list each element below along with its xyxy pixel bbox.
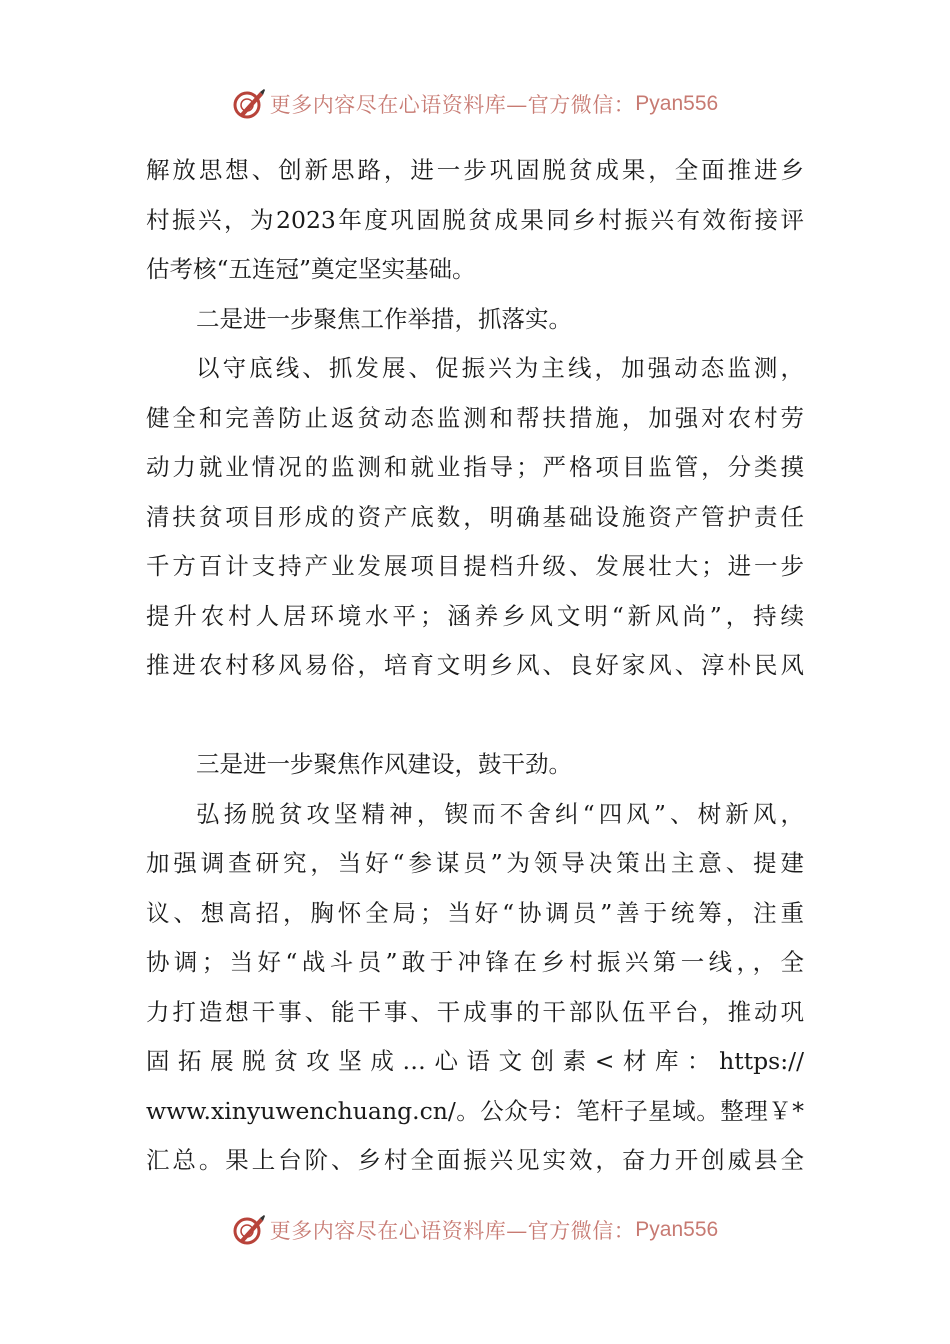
body-line: 提升农村人居环境水平；涵养乡风文明“新风尚”，持续: [146, 601, 804, 630]
body-line: 力打造想干事、能干事、干成事的干部队伍平台，推动巩: [146, 997, 804, 1026]
body-line: 动力就业情况的监测和就业指导；严格项目监管，分类摸: [146, 453, 804, 481]
body-line: 清扶贫项目形成的资产底数，明确基础设施资产管护责任: [146, 502, 804, 531]
document-body: [146, 146, 804, 1186]
blank-line: [146, 691, 804, 741]
body-line: 千方百计支持产业发展项目提档升级、发展壮大；进一步: [146, 552, 804, 580]
section-heading: 二是进一步聚焦工作举措，抓落实。: [196, 304, 572, 333]
pen-circle-logo-icon: [232, 87, 266, 121]
body-line: 估考核“五连冠”奠定坚实基础。: [146, 255, 476, 283]
body-line: 解放思想、创新思路，进一步巩固脱贫成果，全面推进乡: [146, 156, 804, 184]
banner-text: 更多内容尽在心语资料库—官方微信：: [269, 93, 636, 117]
section-heading: 三是进一步聚焦作风建设，鼓干劲。: [196, 750, 572, 778]
body-line: 汇总。果上台阶、乡村全面振兴见实效，奋力开创威县全: [146, 1146, 804, 1174]
banner-text: 更多内容尽在心语资料库—官方微信：: [269, 1219, 636, 1243]
body-line: 健全和完善防止返贫动态监测和帮扶措施，加强对农村劳: [146, 403, 804, 432]
body-line: 以守底线、抓发展、促振兴为主线，加强动态监测，: [196, 354, 804, 382]
wechat-id: Pyan556: [635, 92, 719, 115]
wechat-id: Pyan556: [635, 1218, 719, 1241]
body-line: 推进农村移风易俗，培育文明乡风、良好家风、淳朴民风: [146, 651, 804, 679]
body-line: 议、想高招，胸怀全局；当好“协调员”善于统筹，注重: [146, 898, 804, 927]
footer-banner: [0, 1210, 950, 1250]
body-line: 加强调查研究，当好“参谋员”为领导决策出主意、提建: [146, 849, 804, 877]
header-banner: [0, 84, 950, 124]
body-line: 弘扬脱贫攻坚精神，锲而不舍纠“四风”、树新风，: [196, 799, 804, 828]
pen-circle-logo-icon: [232, 1213, 266, 1247]
body-line: www.xinyuwenchuang.cn/。公众号：笔杆子星域。整理￥*: [146, 1096, 804, 1125]
body-line: 村振兴，为2023年度巩固脱贫成果同乡村振兴有效衔接评: [146, 205, 804, 234]
body-line: 协调；当好“战斗员”敢于冲锋在乡村振兴第一线，，全: [146, 948, 804, 976]
body-line: 固拓展脱贫攻坚成…心语文创素<材库：https://: [146, 1047, 804, 1075]
